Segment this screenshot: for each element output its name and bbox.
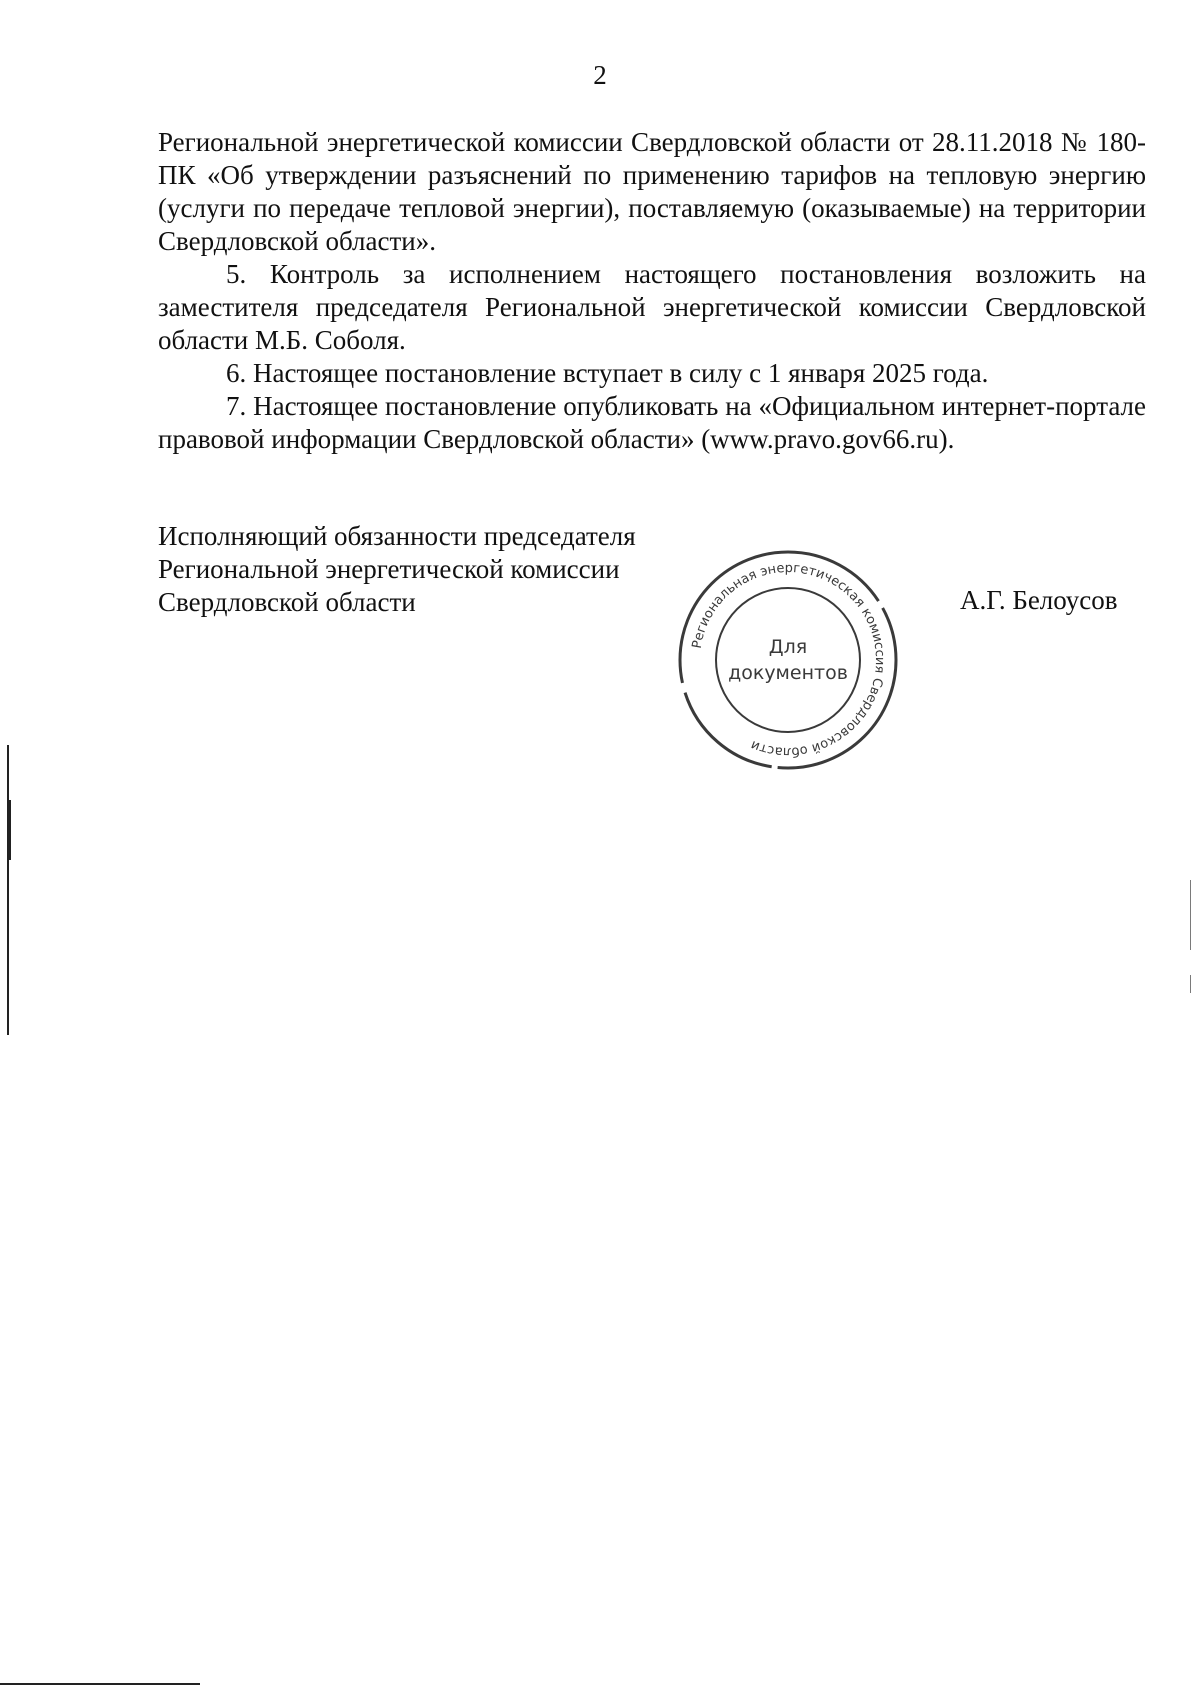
scan-edge-mark-right <box>1190 880 1191 950</box>
paragraph-item-6: 6. Настоящее постановление вступает в силу с 1 января 2025 года. <box>226 358 989 388</box>
signer-position-line: Свердловской области <box>158 587 416 617</box>
stamp-outer-ring <box>680 552 896 768</box>
paragraph-continuation: Региональной энергетической комиссии Свердловской области от 28.11.2018 № 180-ПК «Об утверждении разъяснений по применению тарифов на тепловую энергию (услуги по передаче тепловой энергии), поставляемую (оказываемые) на территории Свердловской области». <box>158 127 1146 256</box>
paragraph-item-7: 7. Настоящее постановление опубликовать на «Официальном интернет-портале правовой информации Свердловской области» (www.pravo.gov66.ru). <box>158 391 1146 454</box>
scan-edge-mark-left <box>7 745 9 1035</box>
signer-position-line: Исполняющий обязанности председателя <box>158 521 636 551</box>
scan-edge-mark-bottom <box>0 1683 200 1685</box>
stamp-center-line-2: документов <box>728 662 848 684</box>
signer-name: А.Г. Белоусов <box>960 585 1118 615</box>
stamp-inner-ring <box>716 588 860 732</box>
paragraph-item-5: 5. Контроль за исполнением настоящего постановления возложить на заместителя председателя Региональной энергетической комиссии Свердловской области М.Б. Соболя. <box>158 259 1146 355</box>
stamp-ring-text: Региональная энергетическая комиссия Свердловской области <box>689 560 888 760</box>
official-stamp <box>673 545 903 775</box>
scan-edge-mark-right-short <box>1190 975 1191 993</box>
document-body <box>158 126 1146 456</box>
signer-position <box>158 520 718 619</box>
signer-position-line: Региональной энергетической комиссии <box>158 554 620 584</box>
scan-edge-mark-left-thick <box>9 800 11 860</box>
page-number: 2 <box>593 60 607 90</box>
stamp-center-line-1: Для <box>768 636 808 658</box>
